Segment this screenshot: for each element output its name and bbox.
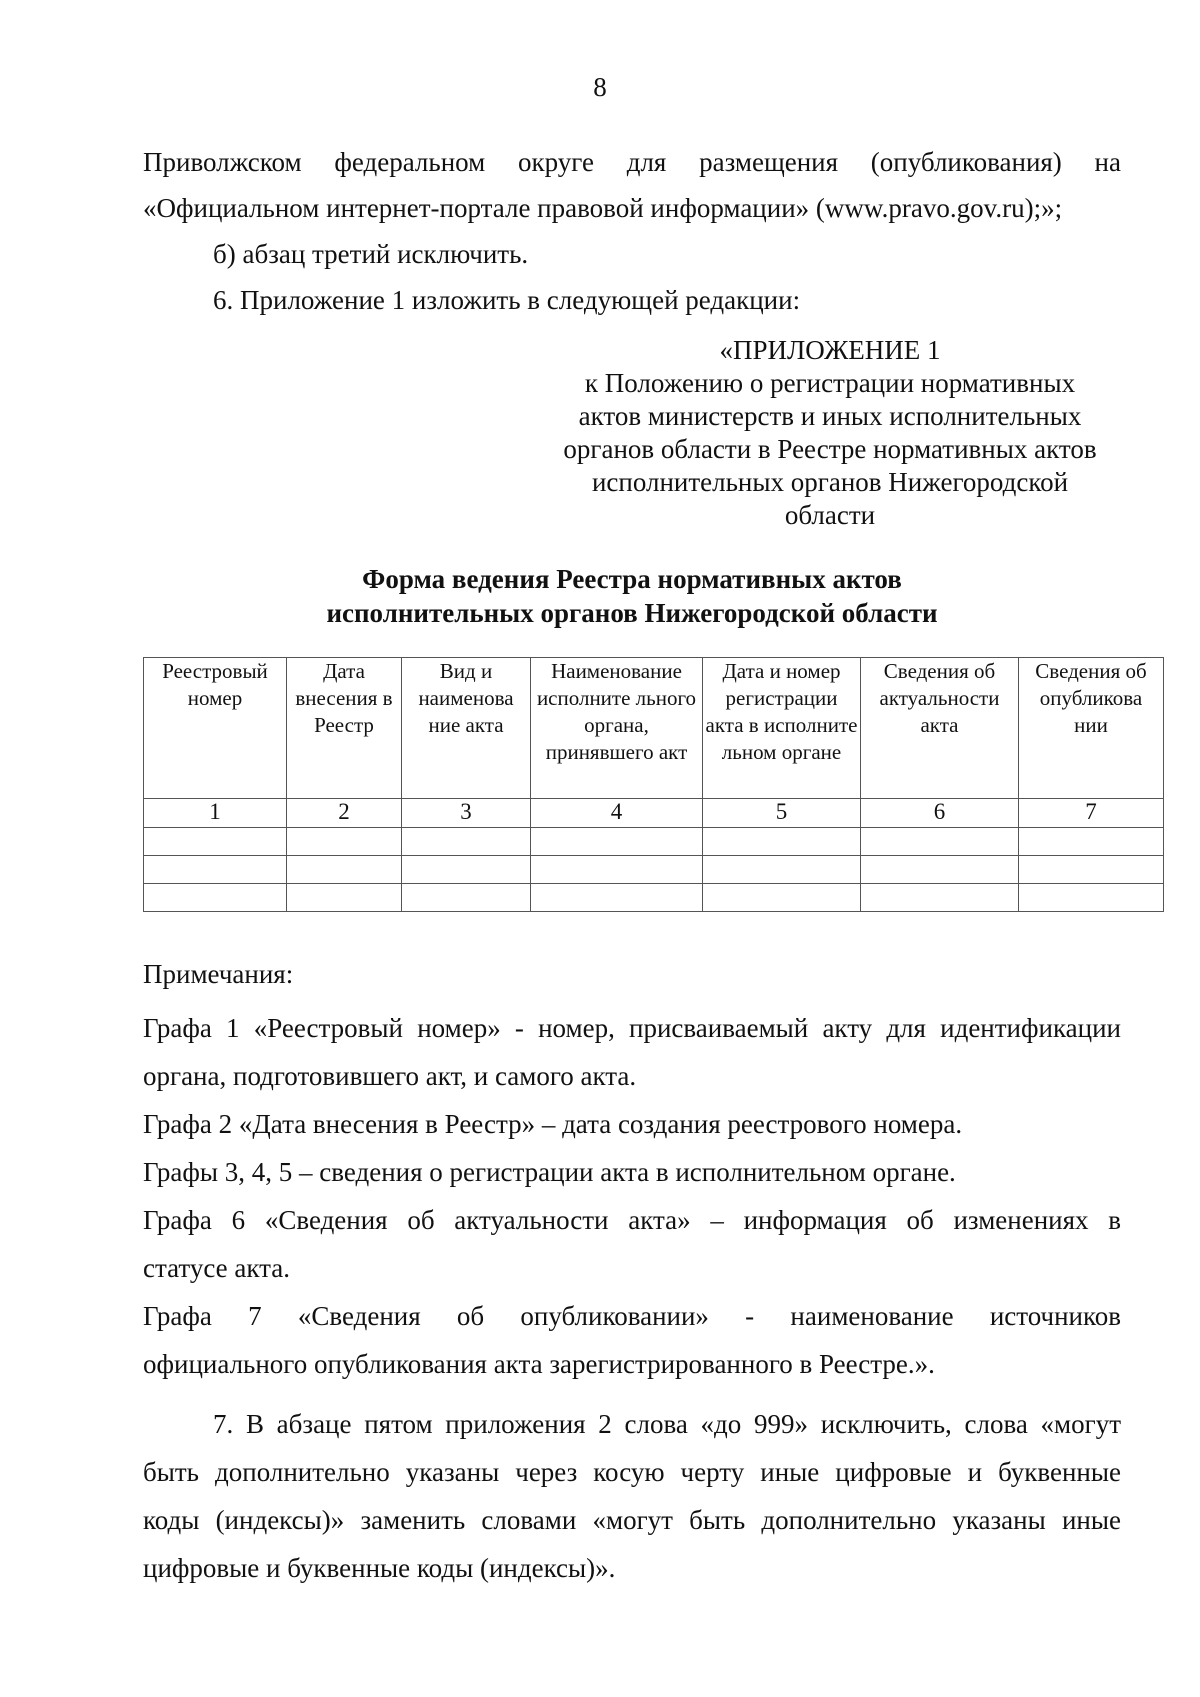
table-cell xyxy=(287,856,402,884)
table-cell xyxy=(531,856,703,884)
appendix-subtitle-line: области xyxy=(784,500,876,530)
item-7-line-2: быть дополнительно указаны через косую черту иные цифровые и буквенные xyxy=(143,1457,1121,1487)
header-actuality: Сведения об актуальности акта xyxy=(861,658,1019,799)
header-act-type: Вид и наименова ние акта xyxy=(402,658,531,799)
appendix-subtitle-line: исполнительных органов Нижегородской xyxy=(591,467,1069,497)
column-number: 1 xyxy=(144,799,287,828)
note-1-line-2: органа, подготовившего акт, и самого акта. xyxy=(143,1061,637,1091)
item-6: 6. Приложение 1 изложить в следующей редакции: xyxy=(213,285,801,315)
note-6-line-2: статусе акта. xyxy=(143,1253,290,1283)
table-cell xyxy=(287,828,402,856)
intro-line-2: «Официальном интернет-портале правовой информации» (www.pravo.gov.ru);»; xyxy=(143,193,1063,223)
column-number: 7 xyxy=(1019,799,1164,828)
table-cell xyxy=(861,856,1019,884)
column-number: 3 xyxy=(402,799,531,828)
note-2: Графа 2 «Дата внесения в Реестр» – дата создания реестрового номера. xyxy=(143,1109,963,1139)
header-registration-date: Дата и номер регистрации акта в исполните льном органе xyxy=(703,658,861,799)
column-number: 2 xyxy=(287,799,402,828)
item-7-line-3: коды (индексы)» заменить словами «могут быть дополнительно указаны иные xyxy=(143,1505,1121,1535)
form-title-line-1: Форма ведения Реестра нормативных актов xyxy=(362,564,902,594)
table-cell xyxy=(402,828,531,856)
table-cell xyxy=(144,884,287,912)
table-cell xyxy=(703,856,861,884)
table-row xyxy=(144,856,1164,884)
form-title xyxy=(143,562,1121,630)
table-header-row xyxy=(144,658,1164,799)
note-6-line-1: Графа 6 «Сведения об актуальности акта» – информация об изменениях в xyxy=(143,1205,1121,1235)
header-entry-date: Дата внесения в Реестр xyxy=(287,658,402,799)
item-7-line-1: 7. В абзаце пятом приложения 2 слова «до 999» исключить, слова «могут xyxy=(213,1409,1121,1439)
item-7-line-4: цифровые и буквенные коды (индексы)». xyxy=(143,1553,616,1583)
header-registry-number: Реестровый номер xyxy=(144,658,287,799)
column-number: 5 xyxy=(703,799,861,828)
appendix-subtitle-line: к Положению о регистрации нормативных xyxy=(584,368,1076,398)
table-cell xyxy=(861,884,1019,912)
header-publication: Сведения об опубликова нии xyxy=(1019,658,1164,799)
table-cell xyxy=(1019,884,1164,912)
table-row xyxy=(144,884,1164,912)
table-cell xyxy=(1019,828,1164,856)
note-7-line-2: официального опубликования акта зарегистрированного в Реестре.». xyxy=(143,1349,935,1379)
appendix-subtitle-line: актов министерств и иных исполнительных xyxy=(578,401,1082,431)
table-cell xyxy=(531,828,703,856)
note-1-line-1: Графа 1 «Реестровый номер» - номер, присваиваемый акту для идентификации xyxy=(143,1013,1121,1043)
column-number: 6 xyxy=(861,799,1019,828)
note-7-line-1: Графа 7 «Сведения об опубликовании» - наименование источников xyxy=(143,1301,1121,1331)
table-cell xyxy=(861,828,1019,856)
item-b: б) абзац третий исключить. xyxy=(213,239,529,269)
appendix-subtitle-line: органов области в Реестре нормативных актов xyxy=(563,434,1097,464)
table-cell xyxy=(144,856,287,884)
table-cell xyxy=(402,884,531,912)
appendix-title: «ПРИЛОЖЕНИЕ 1 xyxy=(719,335,941,365)
intro-line-1: Приволжском федеральном округе для размещения (опубликования) на xyxy=(143,147,1121,177)
table-cell xyxy=(703,884,861,912)
registry-table xyxy=(143,657,1164,912)
table-cell xyxy=(144,828,287,856)
table-cell xyxy=(1019,856,1164,884)
table-cell xyxy=(287,884,402,912)
notes-title: Примечания: xyxy=(143,959,294,989)
column-number: 4 xyxy=(531,799,703,828)
table-cell xyxy=(703,828,861,856)
header-authority-name: Наименование исполните льного органа, принявшего акт xyxy=(531,658,703,799)
appendix-header xyxy=(540,334,1120,532)
table-row xyxy=(144,828,1164,856)
table-number-row xyxy=(144,799,1164,828)
page-number: 8 xyxy=(593,72,607,102)
note-3-4-5: Графы 3, 4, 5 – сведения о регистрации акта в исполнительном органе. xyxy=(143,1157,956,1187)
form-title-line-2: исполнительных органов Нижегородской области xyxy=(326,598,938,628)
table-cell xyxy=(531,884,703,912)
table-cell xyxy=(402,856,531,884)
